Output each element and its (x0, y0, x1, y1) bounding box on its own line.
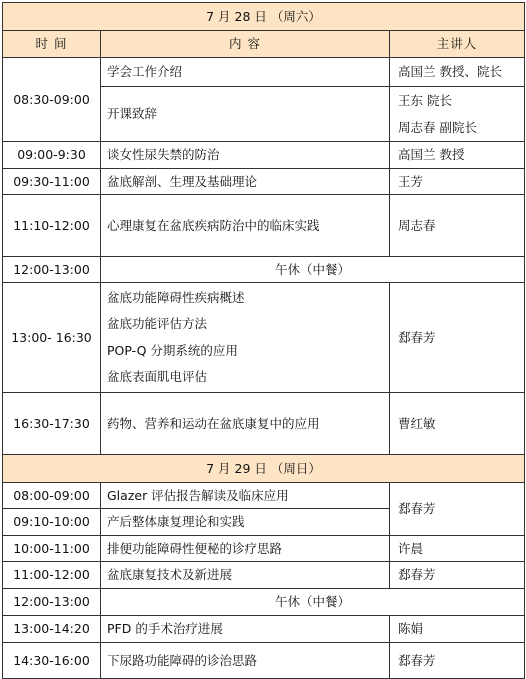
table-row (3, 142, 525, 169)
content-cell: Glazer 评估报告解读及临床应用 (101, 483, 390, 509)
table-row (3, 169, 525, 195)
speaker-line: 周志春 副院长 (398, 120, 477, 135)
time-cell: 11:10-12:00 (3, 195, 101, 257)
schedule-table (2, 2, 525, 679)
speaker-cell (390, 87, 525, 142)
content-cell: 下尿路功能障碍的诊治思路 (101, 643, 390, 679)
table-row (3, 643, 525, 679)
time-cell: 14:30-16:00 (3, 643, 101, 679)
speaker-cell: 陈娟 (390, 616, 525, 643)
speaker-line: 王东 院长 (398, 93, 452, 108)
time-cell: 10:00-11:00 (3, 536, 101, 562)
speaker-cell: 郄春芳 (390, 283, 525, 393)
table-row (3, 195, 525, 257)
table-row (3, 58, 525, 87)
time-cell: 08:00-09:00 (3, 483, 101, 509)
day1-title: 7 月 28 日 （周六） (3, 3, 525, 31)
content-cell: 学会工作介绍 (101, 58, 390, 87)
content-cell: 谈女性尿失禁的防治 (101, 142, 390, 169)
content-cell: 排便功能障碍性便秘的诊疗思路 (101, 536, 390, 562)
time-cell: 09:00-9:30 (3, 142, 101, 169)
content-line: 盆底表面肌电评估 (107, 369, 208, 384)
header-content: 内 容 (101, 31, 390, 58)
speaker-cell: 许晨 (390, 536, 525, 562)
table-row (3, 483, 525, 509)
content-cell: 开课致辞 (101, 87, 390, 142)
lunch-row (3, 589, 525, 616)
header-time: 时 间 (3, 31, 101, 58)
speaker-cell: 高国兰 教授、院长 (390, 58, 525, 87)
content-line: 盆底功能评估方法 (107, 316, 208, 331)
time-cell: 12:00-13:00 (3, 257, 101, 283)
day-header-row (3, 455, 525, 483)
content-cell: PFD 的手术治疗进展 (101, 616, 390, 643)
speaker-cell: 王芳 (390, 169, 525, 195)
speaker-cell: 郄春芳 (390, 562, 525, 589)
content-cell: 产后整体康复理论和实践 (101, 509, 390, 536)
lunch-row (3, 257, 525, 283)
time-cell: 08:30-09:00 (3, 58, 101, 142)
content-line: 盆底功能障碍性疾病概述 (107, 289, 245, 305)
day-header-row (3, 3, 525, 31)
table-row (3, 393, 525, 455)
content-cell: 药物、营养和运动在盆底康复中的应用 (101, 393, 390, 455)
time-cell: 16:30-17:30 (3, 393, 101, 455)
speaker-cell: 郄春芳 (390, 483, 525, 536)
header-speaker: 主讲人 (390, 31, 525, 58)
lunch-cell: 午休（中餐） (101, 589, 525, 616)
time-cell: 09:10-10:00 (3, 509, 101, 536)
content-cell: 盆底解剖、生理及基础理论 (101, 169, 390, 195)
content-cell: 盆底康复技术及新进展 (101, 562, 390, 589)
time-cell: 11:00-12:00 (3, 562, 101, 589)
table-row (3, 562, 525, 589)
speaker-cell: 曹红敏 (390, 393, 525, 455)
content-cell: 心理康复在盆底疾病防治中的临床实践 (101, 195, 390, 257)
column-header-row (3, 31, 525, 58)
lunch-cell: 午休（中餐） (101, 257, 525, 283)
time-cell: 12:00-13:00 (3, 589, 101, 616)
day2-title: 7 月 29 日 （周日） (3, 455, 525, 483)
time-cell: 13:00-14:20 (3, 616, 101, 643)
content-line: POP-Q 分期系统的应用 (107, 342, 238, 358)
speaker-cell: 高国兰 教授 (390, 142, 525, 169)
content-cell (101, 283, 390, 393)
table-row (3, 283, 525, 393)
time-cell: 13:00- 16:30 (3, 283, 101, 393)
table-row (3, 536, 525, 562)
table-row (3, 616, 525, 643)
speaker-cell: 郄春芳 (390, 643, 525, 679)
speaker-cell: 周志春 (390, 195, 525, 257)
time-cell: 09:30-11:00 (3, 169, 101, 195)
